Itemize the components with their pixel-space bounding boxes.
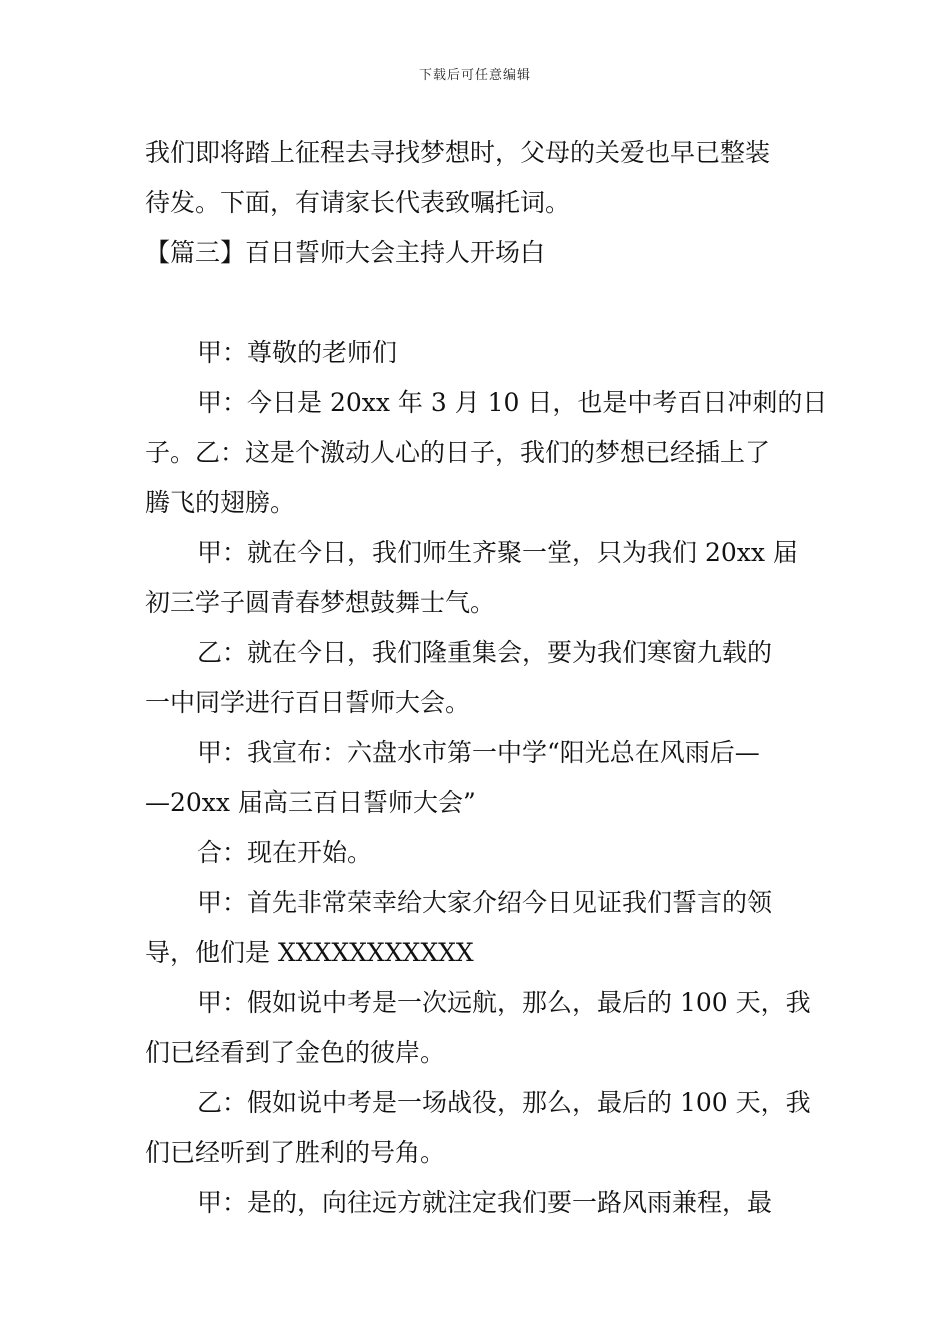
text-line: 我们即将踏上征程去寻找梦想时，父母的关爱也早已整装 xyxy=(145,138,771,167)
text-line: 腾飞的翅膀。 xyxy=(145,488,296,517)
text-line: 子。乙：这是个激动人心的日子，我们的梦想已经插上了 xyxy=(145,438,771,467)
section-title: 【篇三】百日誓师大会主持人开场白 xyxy=(145,238,546,267)
text-line: 甲：就在今日，我们师生齐聚一堂，只为我们 20xx 届 xyxy=(197,538,798,567)
page-header: 下载后可任意编辑 xyxy=(418,68,531,83)
text-line: 乙：就在今日，我们隆重集会，要为我们寒窗九载的 xyxy=(197,638,773,667)
text-line: 们已经听到了胜利的号角。 xyxy=(145,1138,446,1167)
text-line: 乙：假如说中考是一场战役，那么，最后的 100 天，我 xyxy=(197,1088,811,1117)
text-line: 甲：假如说中考是一次远航，那么，最后的 100 天，我 xyxy=(197,988,811,1017)
text-line: 一中同学进行百日誓师大会。 xyxy=(145,688,471,717)
text-line: 甲：今日是 20xx 年 3 月 10 日，也是中考百日冲刺的日 xyxy=(197,388,828,417)
text-line: —20xx 届高三百日誓师大会” xyxy=(145,788,476,817)
text-line: 合：现在开始。 xyxy=(197,838,373,867)
document-body xyxy=(145,128,828,1228)
text-line: 们已经看到了金色的彼岸。 xyxy=(145,1038,446,1067)
text-line: 甲：首先非常荣幸给大家介绍今日见证我们誓言的领 xyxy=(197,888,773,917)
text-line: 甲：我宣布：六盘水市第一中学“阳光总在风雨后— xyxy=(197,738,760,767)
text-line: 甲：是的，向往远方就注定我们要一路风雨兼程，最 xyxy=(197,1188,773,1217)
text-line: 导，他们是 XXXXXXXXXXX xyxy=(145,938,474,967)
text-line: 甲：尊敬的老师们 xyxy=(197,338,398,367)
text-line: 初三学子圆青春梦想鼓舞士气。 xyxy=(145,588,496,617)
text-line: 待发。下面，有请家长代表致嘱托词。 xyxy=(145,188,571,217)
